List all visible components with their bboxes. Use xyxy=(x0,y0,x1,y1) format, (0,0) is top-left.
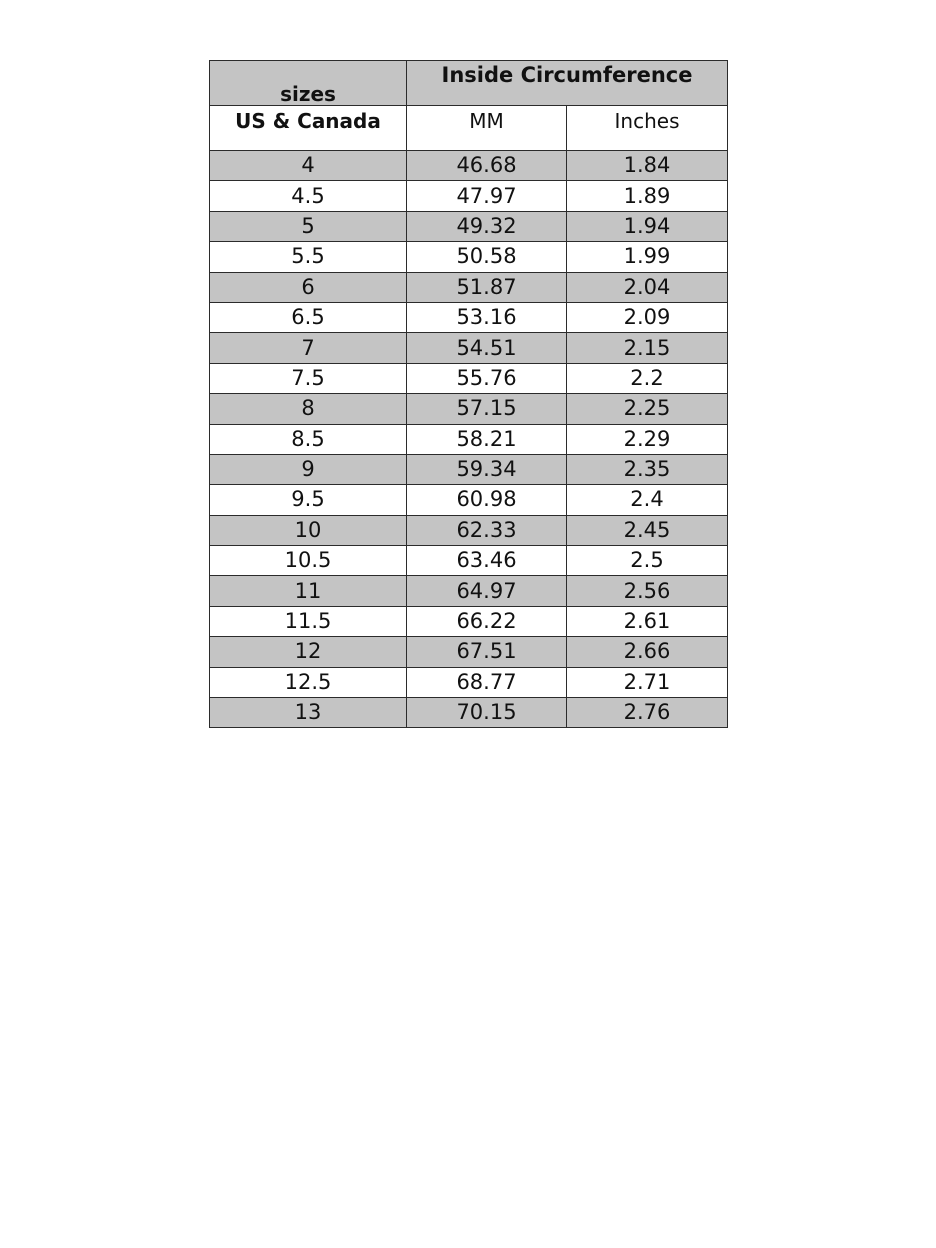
table-row xyxy=(210,515,728,545)
mm-cell: 63.46 xyxy=(407,546,567,576)
size-cell: 5 xyxy=(210,211,407,241)
table-row xyxy=(210,181,728,211)
size-cell: 9 xyxy=(210,454,407,484)
table-row xyxy=(210,424,728,454)
size-cell: 8 xyxy=(210,394,407,424)
inches-cell: 2.66 xyxy=(567,637,728,667)
mm-cell: 58.21 xyxy=(407,424,567,454)
table-row xyxy=(210,485,728,515)
mm-cell: 57.15 xyxy=(407,394,567,424)
mm-cell: 55.76 xyxy=(407,363,567,393)
mm-cell: 54.51 xyxy=(407,333,567,363)
mm-cell: 64.97 xyxy=(407,576,567,606)
size-cell: 12 xyxy=(210,637,407,667)
size-cell: 8.5 xyxy=(210,424,407,454)
mm-cell: 68.77 xyxy=(407,667,567,697)
inches-header-cell xyxy=(567,106,728,151)
inches-cell: 1.99 xyxy=(567,242,728,272)
size-cell: 11.5 xyxy=(210,606,407,636)
table-row xyxy=(210,211,728,241)
sizes-label: sizes xyxy=(280,82,336,106)
inches-cell: 2.4 xyxy=(567,485,728,515)
size-cell: 10.5 xyxy=(210,546,407,576)
inches-cell: 2.35 xyxy=(567,454,728,484)
mm-header-cell xyxy=(407,106,567,151)
size-cell: 13 xyxy=(210,698,407,728)
size-cell: 4 xyxy=(210,151,407,181)
size-cell: 7.5 xyxy=(210,363,407,393)
size-cell: 5.5 xyxy=(210,242,407,272)
inches-cell: 1.89 xyxy=(567,181,728,211)
mm-cell: 59.34 xyxy=(407,454,567,484)
table-row xyxy=(210,637,728,667)
mm-cell: 53.16 xyxy=(407,302,567,332)
inches-cell: 2.2 xyxy=(567,363,728,393)
inches-cell: 1.94 xyxy=(567,211,728,241)
inches-cell: 2.5 xyxy=(567,546,728,576)
mm-cell: 62.33 xyxy=(407,515,567,545)
table-row xyxy=(210,698,728,728)
table-row xyxy=(210,242,728,272)
table-row xyxy=(210,363,728,393)
mm-cell: 66.22 xyxy=(407,606,567,636)
mm-cell: 70.15 xyxy=(407,698,567,728)
table-row xyxy=(210,394,728,424)
inches-cell: 1.84 xyxy=(567,151,728,181)
mm-cell: 51.87 xyxy=(407,272,567,302)
region-header-cell xyxy=(210,106,407,151)
circumference-header-cell xyxy=(407,61,728,106)
size-cell: 6.5 xyxy=(210,302,407,332)
sizes-header-cell xyxy=(210,61,407,106)
inches-label: Inches xyxy=(614,109,680,133)
table-row xyxy=(210,302,728,332)
mm-cell: 50.58 xyxy=(407,242,567,272)
size-cell: 7 xyxy=(210,333,407,363)
mm-label: MM xyxy=(469,109,504,133)
size-cell: 10 xyxy=(210,515,407,545)
table-row xyxy=(210,272,728,302)
mm-cell: 49.32 xyxy=(407,211,567,241)
inches-cell: 2.15 xyxy=(567,333,728,363)
us-canada-label: US & Canada xyxy=(235,109,381,133)
mm-cell: 60.98 xyxy=(407,485,567,515)
header-row-1 xyxy=(210,61,728,106)
inches-cell: 2.76 xyxy=(567,698,728,728)
table-row xyxy=(210,606,728,636)
inches-cell: 2.45 xyxy=(567,515,728,545)
inches-cell: 2.25 xyxy=(567,394,728,424)
inside-circumference-label: Inside Circumference xyxy=(441,63,693,87)
header-row-2 xyxy=(210,106,728,151)
table-row xyxy=(210,454,728,484)
size-rows xyxy=(210,151,728,728)
size-cell: 6 xyxy=(210,272,407,302)
size-cell: 11 xyxy=(210,576,407,606)
table-row xyxy=(210,576,728,606)
inches-cell: 2.71 xyxy=(567,667,728,697)
table-row xyxy=(210,546,728,576)
table-row xyxy=(210,151,728,181)
size-cell: 12.5 xyxy=(210,667,407,697)
inches-cell: 2.56 xyxy=(567,576,728,606)
inches-cell: 2.04 xyxy=(567,272,728,302)
inches-cell: 2.09 xyxy=(567,302,728,332)
inches-cell: 2.61 xyxy=(567,606,728,636)
size-cell: 9.5 xyxy=(210,485,407,515)
mm-cell: 47.97 xyxy=(407,181,567,211)
ring-size-table xyxy=(209,60,728,728)
table-row xyxy=(210,333,728,363)
size-cell: 4.5 xyxy=(210,181,407,211)
inches-cell: 2.29 xyxy=(567,424,728,454)
mm-cell: 46.68 xyxy=(407,151,567,181)
mm-cell: 67.51 xyxy=(407,637,567,667)
table-row xyxy=(210,667,728,697)
